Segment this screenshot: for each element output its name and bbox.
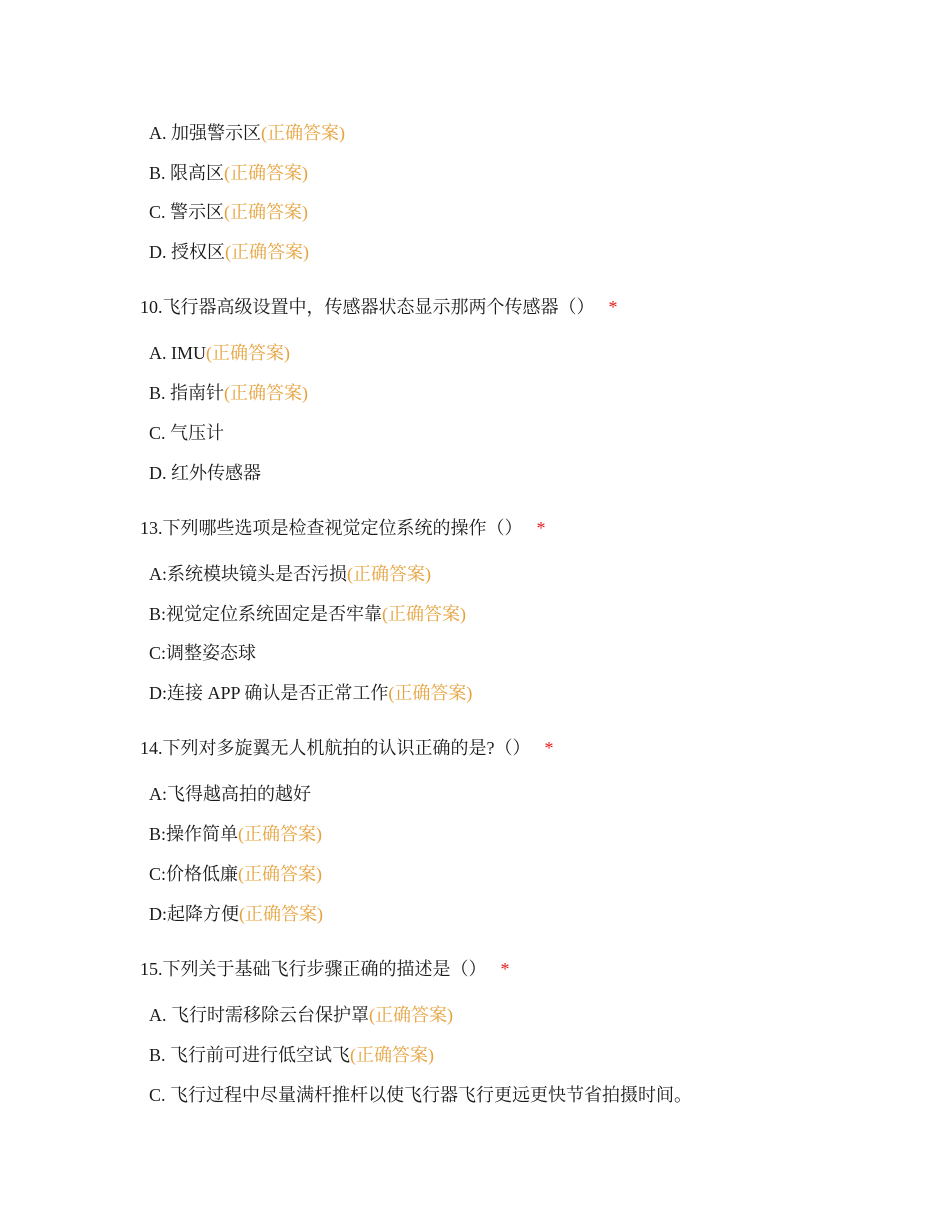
- option-item: [149, 641, 256, 665]
- option-item: [149, 161, 308, 185]
- option-item: [149, 822, 322, 846]
- option-text: C. 警示区: [149, 202, 225, 222]
- correct-answer-tag: (正确答案): [382, 604, 467, 624]
- correct-answer-tag: (正确答案): [224, 383, 309, 403]
- question-text: 15.下列关于基础飞行步骤正确的描述是（）: [140, 959, 487, 979]
- question-title: [140, 516, 546, 540]
- required-marker: *: [608, 297, 618, 317]
- correct-answer-tag: (正确答案): [224, 202, 309, 222]
- correct-answer-tag: (正确答案): [261, 123, 345, 143]
- option-item: [149, 602, 466, 626]
- option-item: [149, 1083, 692, 1107]
- option-text: A:系统模块镜头是否污损: [149, 564, 347, 584]
- option-text: A. IMU: [149, 343, 206, 363]
- correct-answer-tag: (正确答案): [224, 163, 309, 183]
- option-text: B. 飞行前可进行低空试飞: [149, 1045, 351, 1065]
- option-text: A. 飞行时需移除云台保护罩: [149, 1005, 369, 1025]
- option-text: C. 气压计: [149, 423, 225, 443]
- option-text: D. 红外传感器: [149, 463, 261, 483]
- question-text: 14.下列对多旋翼无人机航拍的认识正确的是?（）: [140, 738, 531, 758]
- option-item: [149, 1043, 434, 1067]
- correct-answer-tag: (正确答案): [350, 1045, 435, 1065]
- option-text: A. 加强警示区: [149, 123, 261, 143]
- option-item: [149, 1003, 453, 1027]
- option-item: [149, 240, 309, 264]
- question-title: [140, 957, 510, 981]
- option-text: A:飞得越高拍的越好: [149, 784, 311, 804]
- option-text: B. 指南针: [149, 383, 225, 403]
- option-item: [149, 381, 308, 405]
- required-marker: *: [544, 738, 554, 758]
- option-item: [149, 782, 311, 806]
- question-title: [140, 295, 618, 319]
- correct-answer-tag: (正确答案): [369, 1005, 453, 1025]
- option-text: C:调整姿态球: [149, 643, 257, 663]
- option-text: B:操作简单: [149, 824, 239, 844]
- question-text: 13.下列哪些选项是检查视觉定位系统的操作（）: [140, 518, 523, 538]
- option-item: [149, 341, 290, 365]
- option-text: D:起降方便: [149, 904, 239, 924]
- option-text: D:连接 APP 确认是否正常工作: [149, 683, 389, 703]
- question-text: 10.飞行器高级设置中，传感器状态显示那两个传感器（）: [140, 297, 595, 317]
- option-item: [149, 421, 224, 445]
- option-item: [149, 681, 472, 705]
- required-marker: *: [536, 518, 546, 538]
- option-item: [149, 562, 431, 586]
- required-marker: *: [500, 959, 510, 979]
- option-item: [149, 862, 322, 886]
- correct-answer-tag: (正确答案): [206, 343, 290, 363]
- question-title: [140, 736, 554, 760]
- option-text: B. 限高区: [149, 163, 225, 183]
- correct-answer-tag: (正确答案): [347, 564, 431, 584]
- option-item: [149, 200, 308, 224]
- option-text: C. 飞行过程中尽量满杆推杆以使飞行器飞行更远更快节省拍摄时间。: [149, 1085, 693, 1105]
- correct-answer-tag: (正确答案): [238, 864, 323, 884]
- option-text: C:价格低廉: [149, 864, 239, 884]
- option-item: [149, 902, 323, 926]
- correct-answer-tag: (正确答案): [238, 824, 323, 844]
- option-item: [149, 121, 345, 145]
- correct-answer-tag: (正确答案): [225, 242, 309, 262]
- option-text: B:视觉定位系统固定是否牢靠: [149, 604, 383, 624]
- correct-answer-tag: (正确答案): [239, 904, 323, 924]
- option-item: [149, 461, 261, 485]
- correct-answer-tag: (正确答案): [388, 683, 473, 703]
- option-text: D. 授权区: [149, 242, 225, 262]
